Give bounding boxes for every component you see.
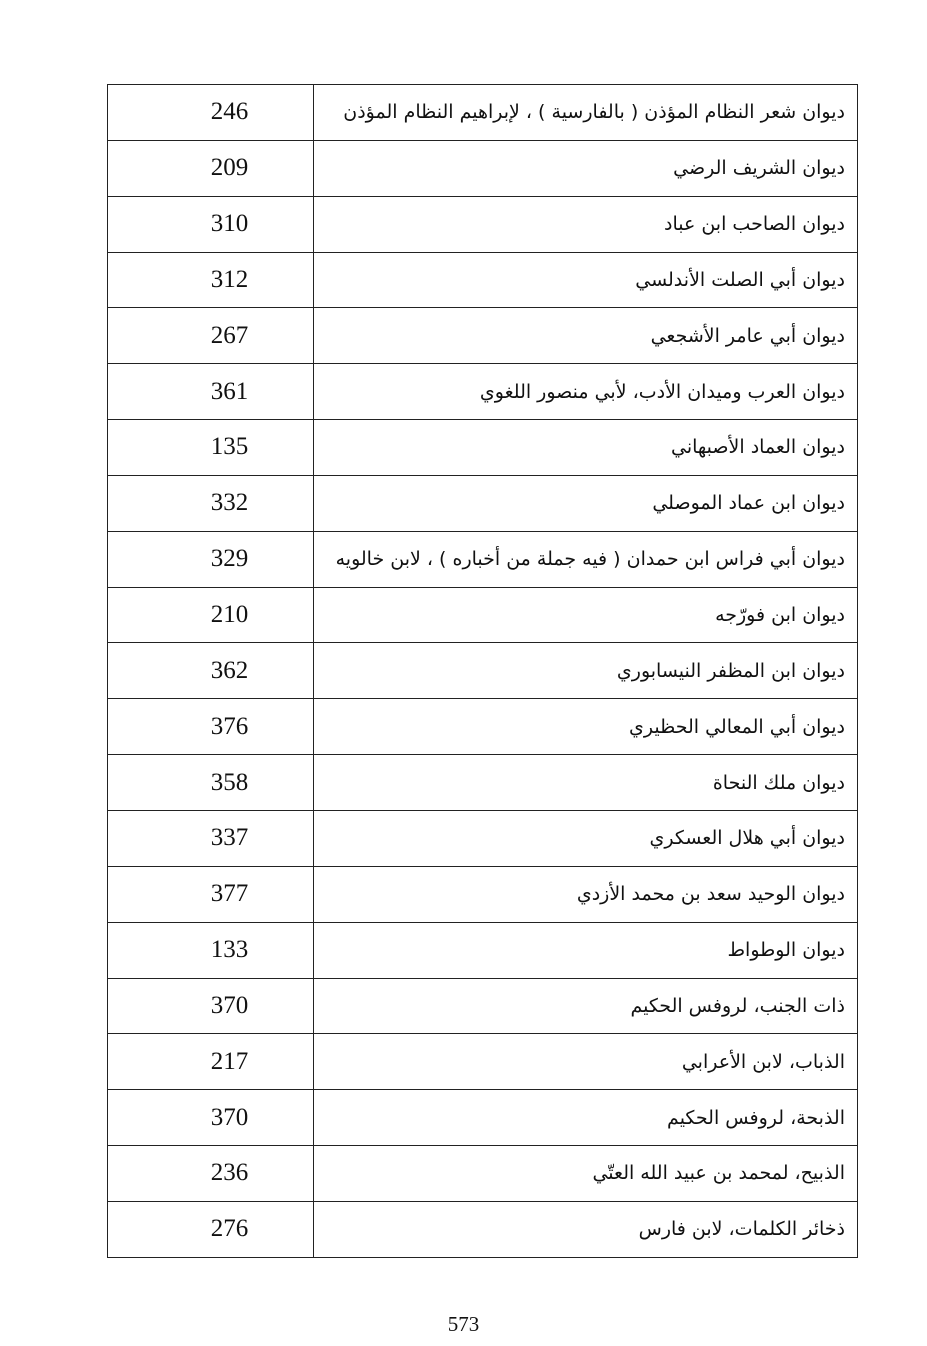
entry-page: 337 [108,810,314,866]
entry-page: 377 [108,866,314,922]
page-number: 573 [447,1312,480,1336]
entry-title: ذات الجنب، لروفس الحكيم [314,978,858,1034]
table-row [108,85,858,141]
table-row [108,699,858,755]
entry-title: ذخائر الكلمات، لابن فارس [314,1201,858,1257]
entry-page: 276 [108,1201,314,1257]
table-row [108,587,858,643]
entry-title: ديوان العماد الأصبهاني [314,420,858,476]
entry-title: ديوان ابن فورّجه [314,587,858,643]
entry-title: ديوان شعر النظام المؤذن ( بالفارسية ) ، لإبراهيم النظام المؤذن [314,85,858,141]
entry-page: 358 [108,755,314,811]
entry-page: 370 [108,978,314,1034]
entry-page: 217 [108,1034,314,1090]
entry-title: ديوان ملك النحاة [314,755,858,811]
entry-title: ديوان الصاحب ابن عباد [314,196,858,252]
table-row [108,252,858,308]
entry-page: 362 [108,643,314,699]
entry-page: 376 [108,699,314,755]
table-row [108,1090,858,1146]
entry-title: ديوان العرب وميدان الأدب، لأبي منصور اللغوي [314,364,858,420]
entry-page: 310 [108,196,314,252]
entry-title: ديوان أبي فراس ابن حمدان ( فيه جملة من أخباره ) ، لابن خالويه [314,531,858,587]
entry-page: 209 [108,140,314,196]
table-row [108,810,858,866]
entry-title: الذباب، لابن الأعرابي [314,1034,858,1090]
entry-page: 210 [108,587,314,643]
table-row [108,643,858,699]
table-row [108,475,858,531]
entry-page: 267 [108,308,314,364]
entry-page: 361 [108,364,314,420]
entry-page: 246 [108,85,314,141]
table-row [108,140,858,196]
entry-title: الذبحة، لروفس الحكيم [314,1090,858,1146]
table-row [108,1146,858,1202]
entry-title: ديوان أبي هلال العسكري [314,810,858,866]
entry-title: ديوان أبي عامر الأشجعي [314,308,858,364]
entry-page: 332 [108,475,314,531]
table-row [108,420,858,476]
entry-title: ديوان الوطواط [314,922,858,978]
table-row [108,196,858,252]
table-row [108,308,858,364]
entry-page: 135 [108,420,314,476]
entry-title: ديوان الوحيد سعد بن محمد الأزدي [314,866,858,922]
index-table [107,84,858,1258]
entry-page: 312 [108,252,314,308]
entry-page: 370 [108,1090,314,1146]
entry-page: 329 [108,531,314,587]
index-table-body [108,85,858,1258]
entry-title: ديوان ابن عماد الموصلي [314,475,858,531]
entry-title: ديوان ابن المظفر النيسابوري [314,643,858,699]
table-row [108,922,858,978]
table-row [108,531,858,587]
entry-title: ديوان أبي الصلت الأندلسي [314,252,858,308]
table-row [108,978,858,1034]
entry-title: ديوان الشريف الرضي [314,140,858,196]
table-row [108,364,858,420]
entry-title: ديوان أبي المعالي الحظيري [314,699,858,755]
table-row [108,755,858,811]
entry-title: الذبيح، لمحمد بن عبيد الله العتّي [314,1146,858,1202]
table-row [108,1034,858,1090]
entry-page: 236 [108,1146,314,1202]
table-row [108,1201,858,1257]
table-row [108,866,858,922]
entry-page: 133 [108,922,314,978]
